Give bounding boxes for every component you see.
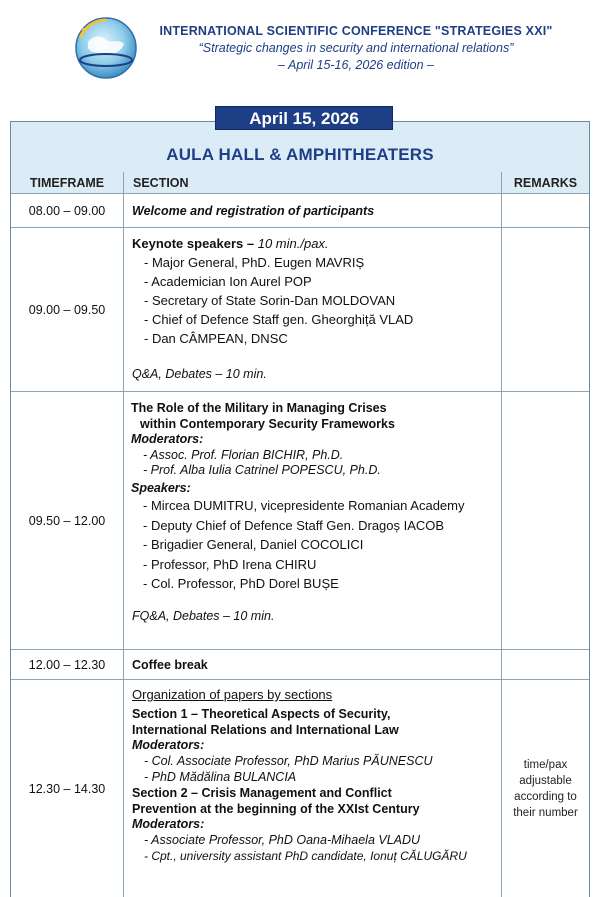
list-item: - Mircea DUMITRU, vicepresidente Romanian Academy: [143, 498, 465, 513]
moderators-label: Moderators:: [131, 432, 204, 446]
remarks-line: their number: [513, 807, 578, 819]
list-item: - Professor, PhD Irena CHIRU: [143, 556, 317, 572]
conference-subtitle: “Strategic changes in security and international relations”: [198, 41, 514, 55]
list-item: - Col. Associate Professor, PhD Marius PĂUNESCU: [144, 754, 433, 769]
row-5-org: Organization of papers by sections: [132, 687, 333, 702]
row-5-time: 12.30 – 14.30: [11, 680, 124, 897]
row-2-title: Keynote speakers –: [132, 236, 258, 251]
row-1-remarks: [502, 194, 589, 228]
row-1-time: 08.00 – 09.00: [11, 194, 124, 228]
row-3-title-line2: within Contemporary Security Frameworks: [140, 416, 395, 431]
program-table: [10, 121, 590, 897]
row-2-footer: Q&A, Debates – 10 min.: [132, 367, 267, 381]
row-1-title: Welcome and registration of participants: [132, 204, 375, 218]
list-item: - Dan CÂMPEAN, DNSC: [144, 331, 288, 346]
row-3-section: [124, 392, 502, 650]
row-4-section: [124, 650, 502, 680]
row-5-remarks: [502, 680, 589, 897]
conference-header: [150, 24, 562, 72]
section-1-title-line1: Section 1 – Theoretical Aspects of Security,: [132, 706, 391, 721]
speakers-label: Speakers:: [131, 480, 191, 495]
list-item: - PhD Mădălina BULANCIA: [144, 769, 297, 784]
list-item: - Chief of Defence Staff gen. Gheorghiță VLAD: [144, 312, 414, 327]
row-5-section: [124, 680, 502, 897]
conference-title: INTERNATIONAL SCIENTIFIC CONFERENCE "STRATEGIES XXI": [159, 24, 553, 38]
section-1-title-line2: International Relations and International Law: [132, 722, 399, 737]
list-item: - Associate Professor, PhD Oana-Mihaela VLADU: [144, 833, 421, 848]
row-4-remarks: [502, 650, 589, 680]
list-item: - Col. Professor, PhD Dorel BUȘE: [143, 576, 339, 591]
conference-logo: [66, 8, 146, 88]
row-2-section: [124, 228, 502, 392]
list-item: - Secretary of State Sorin-Dan MOLDOVAN: [144, 293, 396, 308]
moderators-label: Moderators:: [132, 738, 205, 753]
section-2-title-line1: Section 2 – Crisis Management and Conflict: [132, 785, 392, 800]
col-header-section: SECTION: [124, 172, 502, 194]
remarks-line: time/pax: [523, 759, 568, 771]
conference-edition: – April 15-16, 2026 edition –: [278, 58, 434, 72]
row-2-time: 09.00 – 09.50: [11, 228, 124, 392]
list-item: - Brigadier General, Daniel COCOLICI: [143, 537, 364, 552]
row-3-time: 09.50 – 12.00: [11, 392, 124, 650]
row-2-remarks: [502, 228, 589, 392]
remarks-line: according to: [514, 791, 577, 803]
moderators-label: Moderators:: [132, 817, 205, 832]
section-2-title-line2: Prevention at the beginning of the XXIst Century: [132, 801, 420, 816]
list-item: - Major General, PhD. Eugen MAVRIȘ: [144, 255, 365, 270]
row-4-title: Coffee break: [132, 658, 208, 672]
list-item: - Academician Ion Aurel POP: [144, 274, 312, 289]
date-badge: April 15, 2026: [215, 106, 393, 130]
remarks-line: adjustable: [519, 775, 572, 787]
list-item: - Prof. Alba Iulia Catrinel POPESCU, Ph.D.: [143, 463, 381, 477]
row-3-title-line1: The Role of the Military in Managing Crises: [131, 401, 387, 415]
hall-title: AULA HALL & AMPHITHEATERS: [166, 145, 434, 164]
col-header-remarks: REMARKS: [502, 172, 589, 194]
row-3-remarks: [502, 392, 589, 650]
row-3-footer: FQ&A, Debates – 10 min.: [132, 608, 275, 623]
col-header-timeframe: TIMEFRAME: [11, 172, 124, 194]
list-item: - Assoc. Prof. Florian BICHIR, Ph.D.: [143, 447, 344, 462]
list-item: - Cpt., university assistant PhD candidate, Ionuț CĂLUGĂRU: [144, 848, 467, 863]
list-item: - Deputy Chief of Defence Staff Gen. Dragoș IACOB: [143, 517, 445, 533]
row-4-time: 12.00 – 12.30: [11, 650, 124, 680]
row-1-section: [124, 194, 502, 228]
row-2-title-suffix: 10 min./pax.: [257, 236, 329, 251]
